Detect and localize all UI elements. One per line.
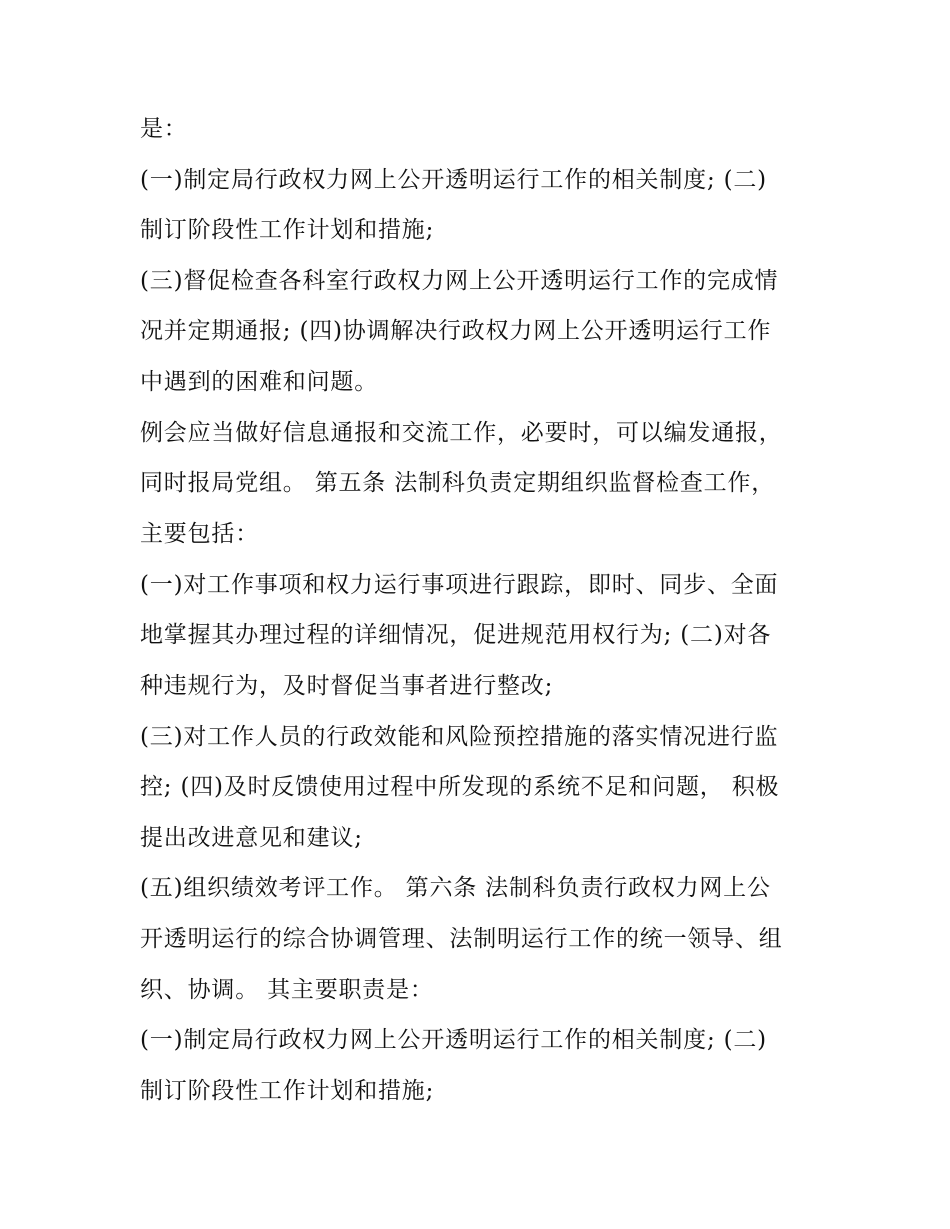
body-text-line: (一)制定局行政权力网上公开透明运行工作的相关制度; (二) bbox=[140, 1027, 767, 1053]
body-text-line: 控; (四)及时反馈使用过程中所发现的系统不足和问题， 积极 bbox=[140, 774, 780, 800]
body-text-line: 例会应当做好信息通报和交流工作，必要时，可以编发通报， bbox=[140, 420, 783, 446]
body-text-line: (三)督促检查各科室行政权力网上公开透明运行工作的完成情 bbox=[140, 268, 779, 294]
body-text-line: 织、协调。 其主要职责是： bbox=[140, 977, 434, 1003]
body-text-line: (三)对工作人员的行政效能和风险预控措施的落实情况进行监 bbox=[140, 724, 779, 750]
body-text-line: 制订阶段性工作计划和措施; bbox=[140, 1078, 435, 1104]
body-text-line: 开透明运行的综合协调管理、法制明运行工作的统一领导、组 bbox=[140, 926, 783, 952]
body-text-line: 提出改进意见和建议; bbox=[140, 825, 363, 851]
body-text-line: (一)对工作事项和权力运行事项进行跟踪，即时、同步、全面 bbox=[140, 572, 779, 598]
body-text-line: 中遇到的困难和问题。 bbox=[140, 369, 378, 395]
body-text-line: 种违规行为，及时督促当事者进行整改; bbox=[140, 673, 554, 699]
body-text-line: 地掌握其办理过程的详细情况，促进规范用权行为; (二)对各 bbox=[140, 622, 772, 648]
body-text-line: 况并定期通报; (四)协调解决行政权力网上公开透明运行工作 bbox=[140, 318, 772, 344]
body-text-line: 制订阶段性工作计划和措施; bbox=[140, 217, 435, 243]
body-text-line: 是： bbox=[140, 116, 188, 142]
body-text-line: 主要包括： bbox=[140, 521, 259, 547]
body-text-line: (一)制定局行政权力网上公开透明运行工作的相关制度; (二) bbox=[140, 167, 767, 193]
body-text-line: 同时报局党组。 第五条 法制科负责定期组织监督检查工作， bbox=[140, 470, 776, 496]
body-text-line: (五)组织绩效考评工作。 第六条 法制科负责行政权力网上公 bbox=[140, 875, 771, 901]
